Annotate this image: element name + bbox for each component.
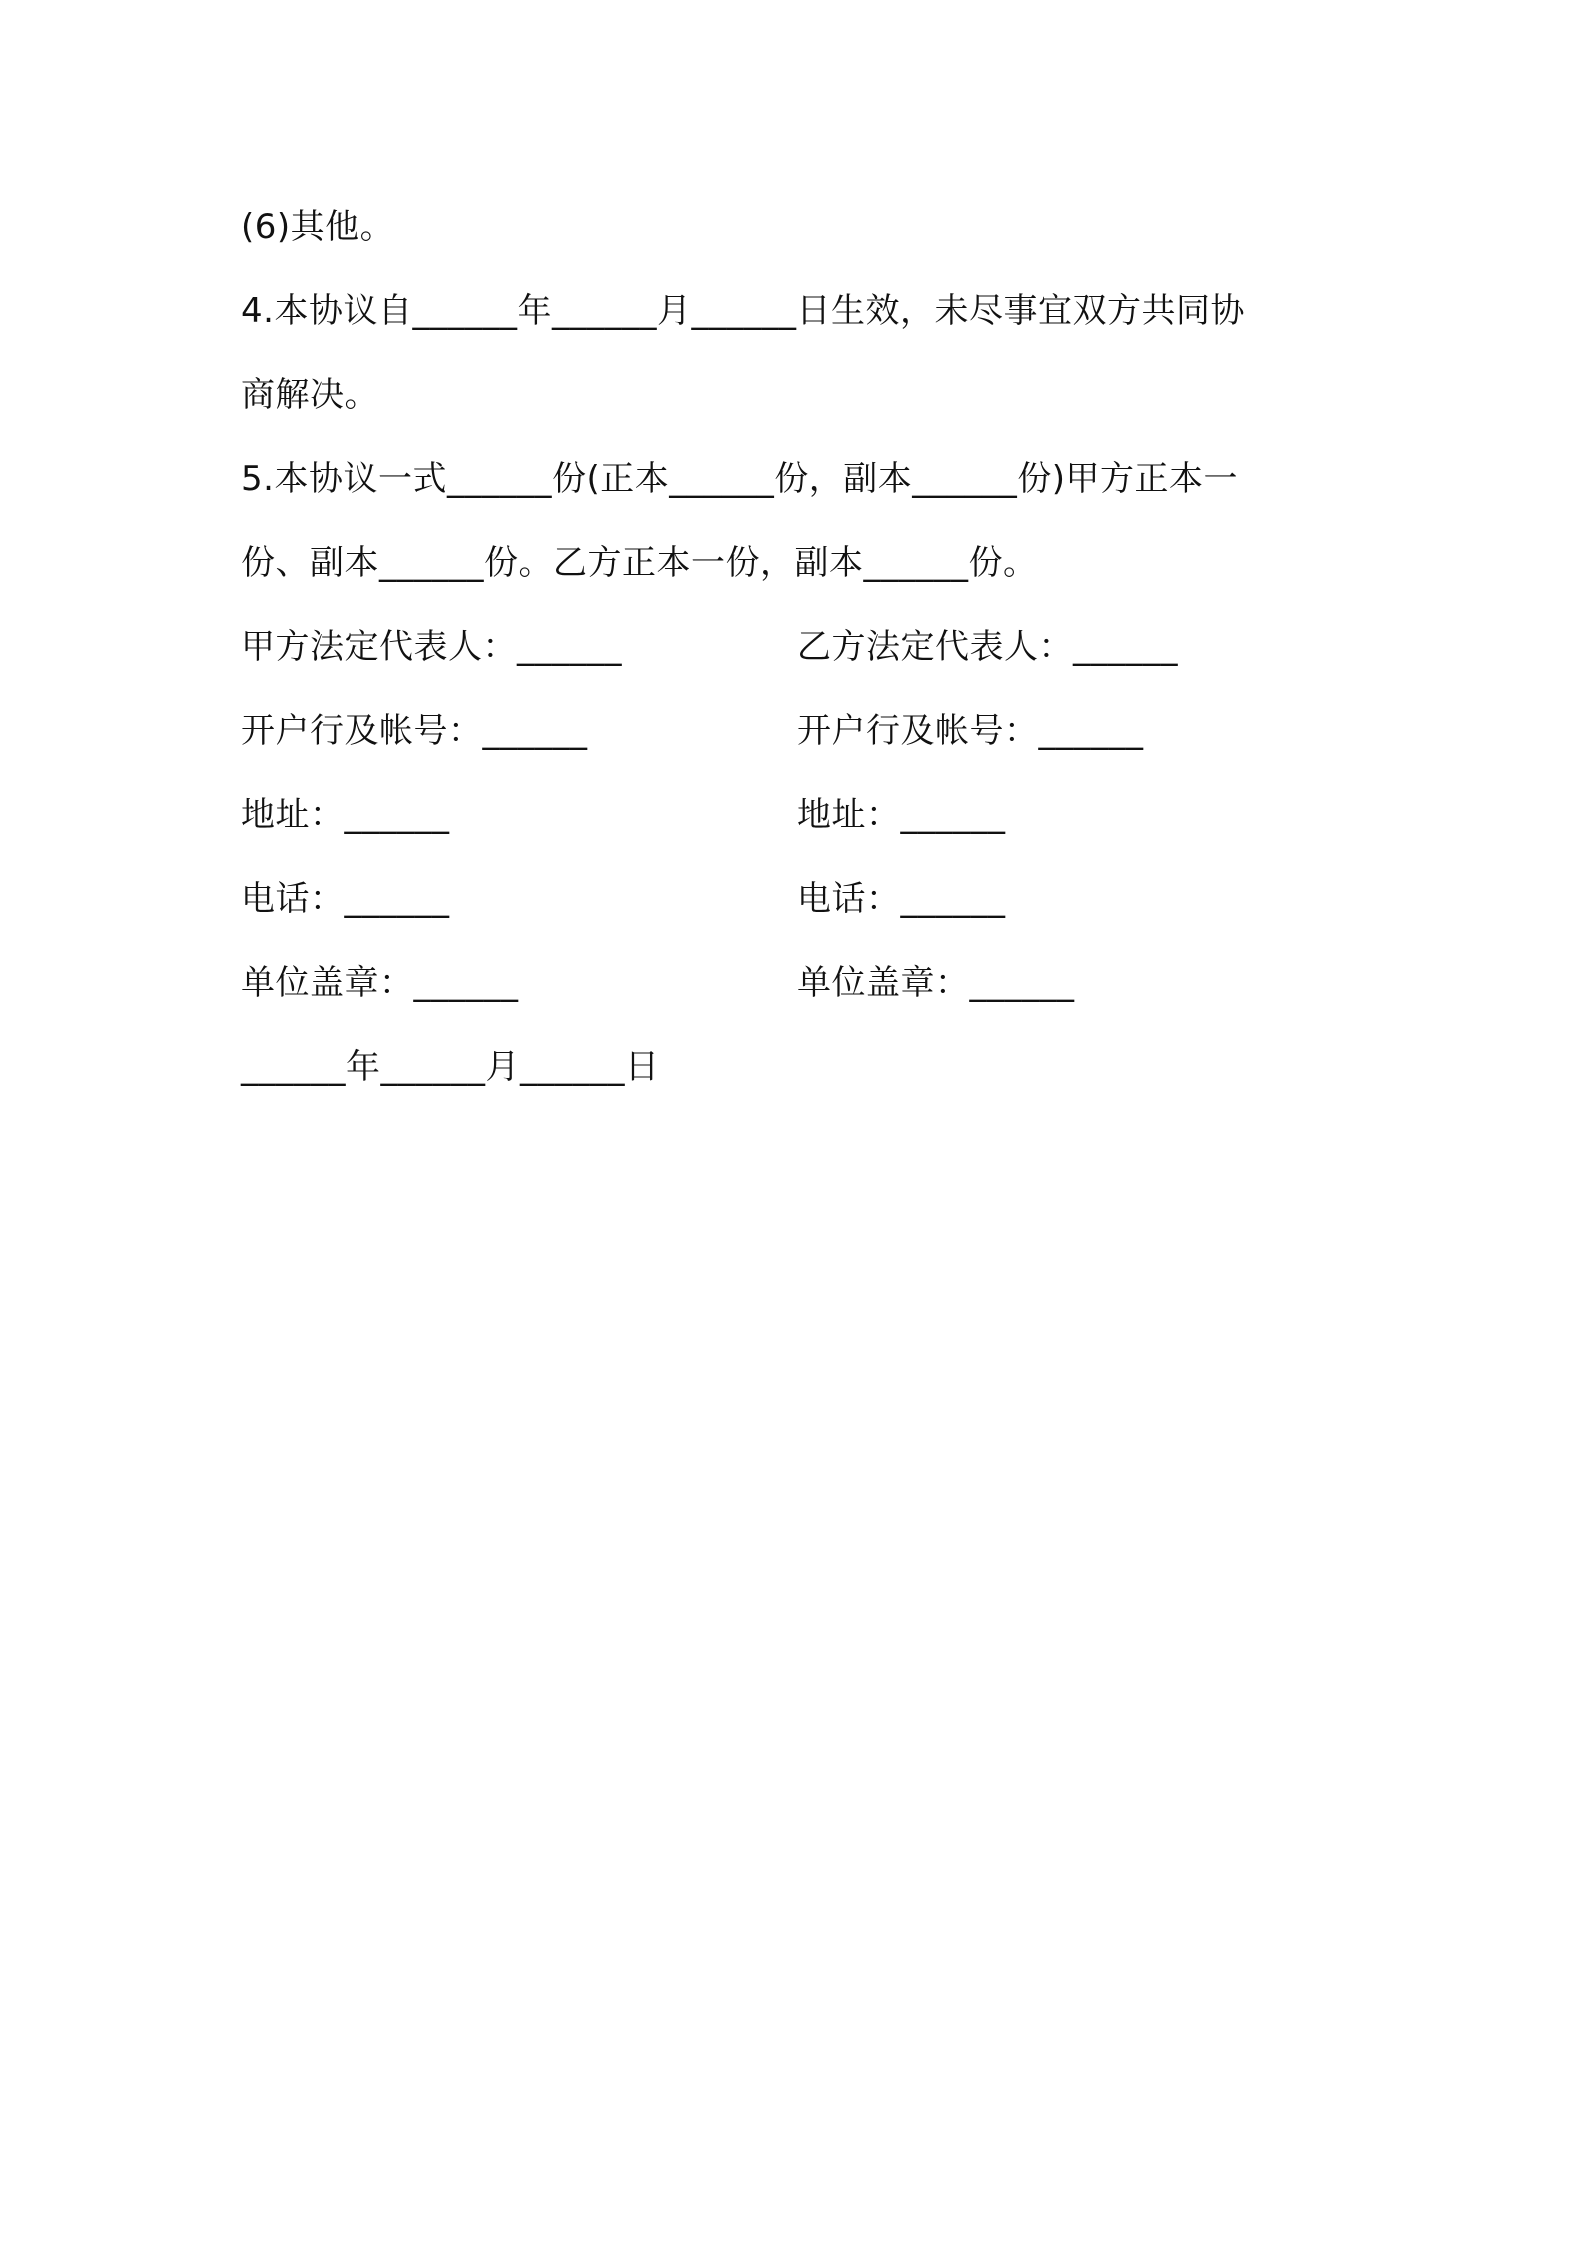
- party-a-seal: 单位盖章：______: [241, 963, 519, 1003]
- clause-4-line-2: 商解决。: [241, 375, 379, 415]
- party-b-bank-account: 开户行及帐号：______: [797, 711, 1144, 751]
- party-b-address: 地址：______: [797, 795, 1006, 835]
- signing-date: ______年______月______日: [241, 1047, 660, 1087]
- clause-6-text: (6)其他。: [241, 207, 395, 247]
- clause-5-line-1: 5.本协议一式______份(正本______份，副本______份)甲方正本一: [241, 459, 1238, 499]
- party-a-phone: 电话：______: [241, 879, 450, 919]
- party-a-legal-rep: 甲方法定代表人：______: [241, 627, 622, 667]
- clause-5-line-2: 份、副本______份。乙方正本一份，副本______份。: [241, 543, 1038, 583]
- party-b-seal: 单位盖章：______: [797, 963, 1075, 1003]
- party-b-legal-rep: 乙方法定代表人：______: [797, 627, 1178, 667]
- party-a-address: 地址：______: [241, 795, 450, 835]
- party-a-bank-account: 开户行及帐号：______: [241, 711, 588, 751]
- clause-4-line-1: 4.本协议自______年______月______日生效，未尽事宜双方共同协: [241, 291, 1245, 331]
- party-b-phone: 电话：______: [797, 879, 1006, 919]
